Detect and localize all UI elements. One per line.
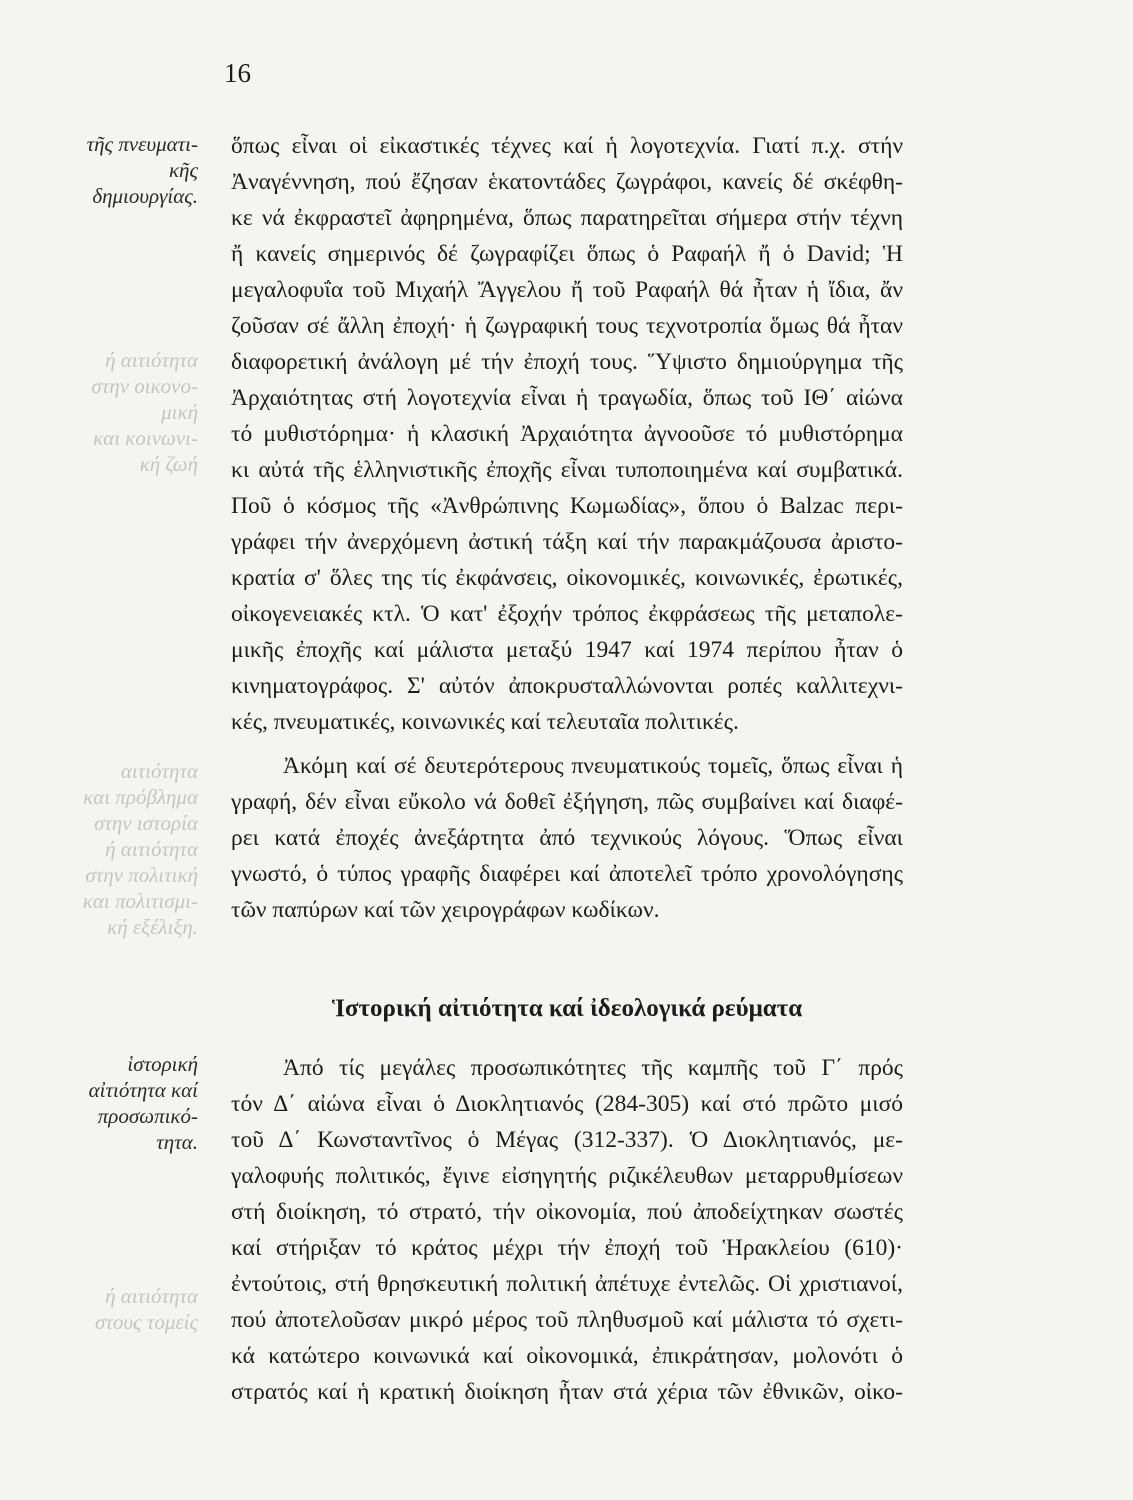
margin-note-line: και πολιτισμι-	[82, 889, 198, 913]
margin-note-line: και πρόβλημα	[83, 785, 198, 809]
margin-note-line: ἱστορική	[127, 1052, 198, 1076]
body-text-line: Ἀναγέννηση, πού ἔζησαν ἑκατοντάδες ζωγράφοι, κανείς δέ σκέφθη-	[231, 169, 903, 195]
body-text-line: Ἀκόμη καί σέ δευτερότερους πνευματικούς τομεῖς, ὅπως εἶναι ἡ	[283, 753, 903, 779]
margin-note-line: στην πολιτική	[85, 863, 198, 887]
body-text-line: καί στήριξαν τό κράτος μέχρι τήν ἐποχή τοῦ Ἡρακλείου (610)·	[231, 1235, 903, 1261]
body-text-line: κε νά ἐκφραστεῖ ἀφηρημένα, ὅπως παρατηρεῖται σήμερα στήν τέχνη	[231, 205, 903, 231]
margin-note-ghost	[20, 347, 198, 477]
body-text-line: κά κατώτερο κοινωνικά καί οἰκονομικά, ἐπικράτησαν, μολονότι ὁ	[231, 1343, 903, 1369]
body-text-line: διαφορετική ἀνάλογη μέ τήν ἐποχή τους. Ὕψιστο δημιούργημα τῆς	[231, 349, 903, 375]
margin-note-line: ή αιτιότητα	[105, 348, 198, 372]
margin-note-line: κῆς	[168, 158, 198, 182]
body-text-line: μικῆς ἐποχῆς καί μάλιστα μεταξύ 1947 καί 1974 περίπου ἦταν ὁ	[231, 637, 903, 663]
body-text-line: Ποῦ ὁ κόσμος τῆς «Ἀνθρώπινης Κωμωδίας», ὅπου ὁ Balzac περι-	[231, 493, 903, 519]
body-text-line: στή διοίκηση, τό στρατό, τήν οἰκονομία, πού ἀποδείχτηκαν σωστές	[231, 1199, 903, 1225]
margin-note-ghost	[20, 758, 198, 836]
margin-note-line: ή αιτιότητα	[105, 837, 198, 861]
body-text-line: γραφή, δέν εἶναι εὔκολο νά δοθεῖ ἐξήγηση, πῶς συμβαίνει καί διαφέ-	[231, 789, 903, 815]
margin-note-line: ή αιτιότητα	[105, 1284, 198, 1308]
body-text-line: τόν Δ΄ αἰώνα εἶναι ὁ Διοκλητιανός (284-305) καί στό πρῶτο μισό	[231, 1091, 903, 1117]
body-text-line: οἰκογενειακές κτλ. Ὁ κατ' ἐξοχήν τρόπος ἐκφράσεως τῆς μεταπολε-	[231, 601, 903, 627]
body-text-line: στρατός καί ἡ κρατική διοίκηση ἦταν στά χέρια τῶν ἐθνικῶν, οἰκο-	[231, 1379, 903, 1405]
body-text-line: ὅπως εἶναι οἱ εἰκαστικές τέχνες καί ἡ λογοτεχνία. Γιατί π.χ. στήν	[231, 133, 903, 159]
body-text-line: κινηματογράφος. Σ' αὐτόν ἀποκρυσταλλώνονται ροπές καλλιτεχνι-	[231, 673, 903, 699]
page-number: 16	[224, 58, 251, 88]
margin-note-ghost	[20, 836, 198, 940]
margin-note-line: στους τομείς	[95, 1310, 198, 1334]
body-text-line: γνωστό, ὁ τύπος γραφῆς διαφέρει καί ἀποτελεῖ τρόπο χρονολόγησης	[231, 861, 903, 887]
body-text-line: τοῦ Δ΄ Κωνσταντῖνος ὁ Μέγας (312-337). Ὁ Διοκλητιανός, με-	[231, 1127, 903, 1153]
margin-note-line: αἰτιότητα καί	[88, 1078, 198, 1102]
margin-note-line: κή ζωή	[139, 452, 198, 476]
body-text-line: μεγαλοφυΐα τοῦ Μιχαήλ Ἄγγελου ἤ τοῦ Ραφαήλ θά ἦταν ἡ ἴδια, ἄν	[231, 277, 903, 303]
body-text-line: Ἀπό τίς μεγάλες προσωπικότητες τῆς καμπῆς τοῦ Γ΄ πρός	[283, 1055, 903, 1081]
body-text-line: γράφει τήν ἀνερχόμενη ἀστική τάξη καί τήν παρακμάζουσα ἀριστο-	[231, 529, 903, 555]
body-text-line: ζοῦσαν σέ ἄλλη ἐποχή· ἡ ζωγραφική τους τεχνοτροπία ὅμως θά ἦταν	[231, 313, 903, 339]
margin-note-historical-causality	[20, 1051, 198, 1155]
margin-note-line: δημιουργίας.	[92, 184, 198, 208]
margin-note-ghost	[20, 1283, 198, 1335]
margin-note-line: τητα.	[156, 1130, 198, 1154]
margin-note-line: μική	[161, 400, 198, 424]
margin-note-line: αιτιότητα	[120, 759, 198, 783]
section-heading: Ἱστορική αἰτιότητα καί ἰδεολογικά ρεύματα	[331, 995, 803, 1022]
body-text-line: πού ἀποτελοῦσαν μικρό μέρος τοῦ πληθυσμοῦ καί μάλιστα τό σχετι-	[231, 1307, 903, 1333]
body-text-line: κρατία σ' ὅλες της τίς ἐκφάνσεις, οἰκονομικές, κοινωνικές, ἐρωτικές,	[231, 565, 903, 591]
body-text-line: τό μυθιστόρημα· ἡ κλασική Ἀρχαιότητα ἀγνοοῦσε τό μυθιστόρημα	[231, 421, 903, 447]
body-text-line: ἤ κανείς σημερινός δέ ζωγραφίζει ὅπως ὁ Ραφαήλ ἤ ὁ David; Ἡ	[231, 241, 903, 267]
body-text-line: κές, πνευματικές, κοινωνικές καί τελευταῖα πολιτικές.	[231, 709, 739, 735]
body-text-line: ἐντούτοις, στή θρησκευτική πολιτική ἀπέτυχε ἐντελῶς. Οἱ χριστιανοί,	[231, 1271, 903, 1297]
margin-note-line: στην ιστορία	[93, 811, 198, 835]
margin-note-spiritual-creation	[20, 131, 198, 209]
margin-note-line: κή εξέλιξη.	[107, 915, 198, 939]
body-text-line: γαλοφυής πολιτικός, ἔγινε εἰσηγητής ριζικέλευθων μεταρρυθμίσεων	[231, 1163, 903, 1189]
body-text-line: Ἀρχαιότητας στή λογοτεχνία εἶναι ἡ τραγωδία, ὅπως τοῦ ΙΘ΄ αἰώνα	[231, 385, 903, 411]
margin-note-line: και κοινωνι-	[93, 426, 198, 450]
margin-note-line: προσωπικό-	[97, 1104, 198, 1128]
body-text-line: ρει κατά ἐποχές ἀνεξάρτητα ἀπό τεχνικούς λόγους. Ὅπως εἶναι	[231, 825, 903, 851]
margin-note-line: στην οικονο-	[91, 374, 198, 398]
body-text-line: κι αὐτά τῆς ἑλληνιστικῆς ἐποχῆς εἶναι τυποποιημένα καί συμβατικά.	[231, 457, 903, 483]
body-text-line: τῶν παπύρων καί τῶν χειρογράφων κωδίκων.	[231, 897, 660, 923]
margin-note-line: τῆς πνευματι-	[86, 132, 198, 156]
